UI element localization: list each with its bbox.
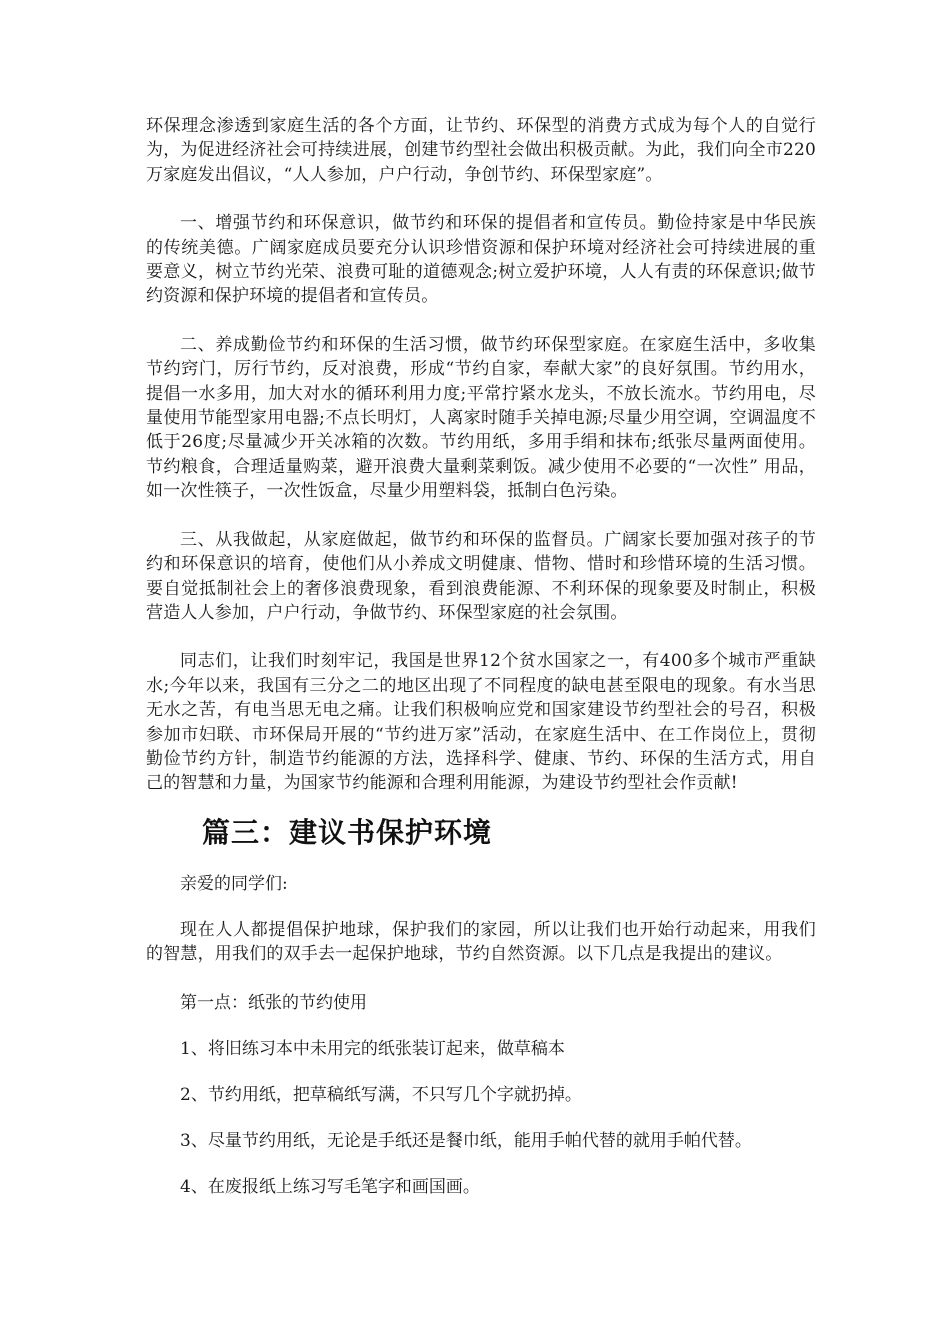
list-item: 3、尽量节约用纸，无论是手纸还是餐巾纸，能用手帕代替的就用手帕代替。 xyxy=(180,1130,752,1151)
section-title: 篇三：建议书保护环境 xyxy=(202,815,493,849)
list-item: 1、将旧练习本中未用完的纸张装订起来，做草稿本 xyxy=(180,1038,565,1059)
intro-paragraph: 环保理念渗透到家庭生活的各个方面，让节约、环保型的消费方式成为每个人的自觉行为，为促进经济社会可持续进展，创建节约型社会做出积极贡献。为此，我们向全市220万家庭发出倡议，“人人参加，户户行动，争创节约、环保型家庭”。 xyxy=(146,116,816,185)
letter-intro: 现在人人都提倡保护地球，保护我们的家园，所以让我们也开始行动起来，用我们的智慧，用我们的双手去一起保护地球，节约自然资源。以下几点是我提出的建议。 xyxy=(146,919,816,965)
paragraph-gap xyxy=(146,504,816,528)
paragraph-gap xyxy=(146,309,816,333)
point-one-paragraph: 一、增强节约和环保意识，做节约和环保的提倡者和宣传员。勤俭持家是中华民族的传统美德。广阔家庭成员要充分认识珍惜资源和保护环境对经济社会可持续进展的重要意义，树立节约光荣、浪费可耻的道德观念;树立爱护环境，人人有责的环保意识;做节约资源和保护环境的提倡者和宣传员。 xyxy=(146,213,816,307)
point-title: 第一点：纸张的节约使用 xyxy=(180,992,367,1013)
paragraph-gap xyxy=(146,187,816,211)
paragraph-gap xyxy=(146,625,816,649)
list-item: 2、节约用纸，把草稿纸写满，不只写几个字就扔掉。 xyxy=(180,1084,582,1105)
document-page xyxy=(146,114,816,1221)
point-three-paragraph: 三、从我做起，从家庭做起，做节约和环保的监督员。广阔家长要加强对孩子的节约和环保意识的培育，使他们从小养成文明健康、惜物、惜时和珍惜环境的生活习惯。要自觉抵制社会上的奢侈浪费现象，看到浪费能源、不利环保的现象要及时制止，积极营造人人参加，户户行动，争做节约、环保型家庭的社会氛围。 xyxy=(146,529,816,623)
letter-greeting: 亲爱的同学们: xyxy=(180,873,288,894)
closing-paragraph: 同志们，让我们时刻牢记，我国是世界12个贫水国家之一，有400多个城市严重缺水;今年以来，我国有三分之二的地区出现了不同程度的缺电甚至限电的现象。有水当思无水之苦，有电当思无电之痛。让我们积极响应党和国家建设节约型社会的号召，积极参加市妇联、市环保局开展的“节约进万家”活动，在家庭生活中、在工作岗位上，贯彻勤俭节约方针，制造节约能源的方法，选择科学、健康、节约、环保的生活方式，用自己的智慧和力量，为国家节约能源和合理利用能源，为建设节约型社会作贡献! xyxy=(146,651,816,794)
list-item: 4、在废报纸上练习写毛笔字和画国画。 xyxy=(180,1176,480,1197)
point-two-paragraph: 二、养成勤俭节约和环保的生活习惯，做节约环保型家庭。在家庭生活中，多收集节约窍门，厉行节约，反对浪费，形成“节约自家，奉献大家”的良好氛围。节约用水，提倡一水多用，加大对水的循环利用力度;平常拧紧水龙头，不放长流水。节约用电，尽量使用节能型家用电器;不点长明灯，人离家时随手关掉电源;尽量少用空调，空调温度不低于26度;尽量减少开关冰箱的次数。节约用纸，多用手绢和抹布;纸张尽量两面使用。节约粮食，合理适量购菜，避开浪费大量剩菜剩饭。减少使用不必要的“一次性” 用品，如一次性筷子，一次性饭盒，尽量少用塑料袋，抵制白色污染。 xyxy=(146,334,816,502)
paragraph-gap xyxy=(146,967,816,991)
